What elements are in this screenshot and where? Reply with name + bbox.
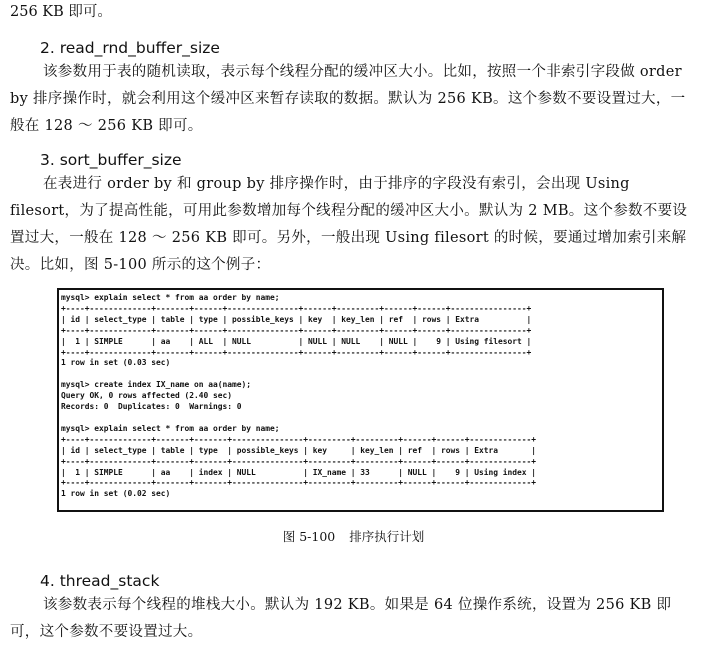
terminal-line: 1 row in set (0.03 sec) [61, 358, 171, 368]
heading-thread-stack: 4. thread_stack [40, 572, 160, 590]
terminal-line: Records: 0 Duplicates: 0 Warnings: 0 [61, 402, 242, 412]
terminal-line: +----+-------------+-------+-------+---------------+---------+---------+------+------+-------------+ [61, 456, 537, 466]
heading-sort-buffer-size: 3. sort_buffer_size [40, 151, 182, 169]
terminal-line: +----+-------------+-------+------+---------------+------+---------+------+------+----------------+ [61, 325, 532, 335]
terminal-line: | 1 | SIMPLE | aa | index | NULL | IX_name | 33 | NULL | 9 | Using index | [61, 467, 537, 477]
terminal-line: +----+-------------+-------+-------+---------------+---------+---------+------+------+-------------+ [61, 478, 537, 488]
terminal-line: Query OK, 0 rows affected (2.40 sec) [61, 391, 233, 401]
terminal-line: 1 row in set (0.02 sec) [61, 489, 171, 499]
terminal-line: mysql> create index IX_name on aa(name); [61, 380, 252, 390]
top-fragment-text: 256 KB 即可。 [10, 4, 112, 20]
terminal-line: +----+-------------+-------+------+---------------+------+---------+------+------+----------------+ [61, 303, 532, 313]
mysql-terminal-figure [57, 288, 664, 512]
terminal-line: +----+-------------+-------+-------+---------------+---------+---------+------+------+-------------+ [61, 434, 537, 444]
terminal-line: | id | select_type | table | type | possible_keys | key | key_len | ref | rows | Extra | [61, 445, 537, 455]
terminal-line: +----+-------------+-------+------+---------------+------+---------+------+------+----------------+ [61, 347, 532, 357]
terminal-line: mysql> explain select * from aa order by name; [61, 293, 280, 302]
figure-number: 图 5-100 [282, 529, 336, 544]
paragraph-read-rnd-buffer-size-text: 该参数用于表的随机读取，表示每个线程分配的缓冲区大小。比如，按照一个非索引字段做 order by 排序操作时，就会利用这个缓冲区来暂存读取的数据。默认为 256 KB。这个参数不要设置过大，一般在 128 ～ 256 KB 即可。 [10, 64, 686, 134]
terminal-output [61, 293, 662, 500]
figure-title: 排序执行计划 [349, 529, 425, 544]
heading-read-rnd-buffer-size: 2. read_rnd_buffer_size [40, 39, 220, 57]
figure-caption [0, 528, 707, 546]
paragraph-thread-stack [10, 592, 700, 646]
paragraph-sort-buffer-size [10, 171, 700, 279]
paragraph-read-rnd-buffer-size [10, 59, 700, 140]
terminal-line: | 1 | SIMPLE | aa | ALL | NULL | NULL | NULL | NULL | 9 | Using filesort | [61, 336, 532, 346]
paragraph-sort-buffer-size-text: 在表进行 order by 和 group by 排序操作时，由于排序的字段没有索引，会出现 Using filesort，为了提高性能，可用此参数增加每个线程分配的缓冲区大小。默认为 2 MB。这个参数不要设置过大，一般在 128 ～ 256 KB 即可。另外，一般出现 Using filesort 的时候，要通过增加索引来解决。比如，图 5-100 所示的这个例子： [10, 176, 688, 273]
paragraph-thread-stack-text: 该参数表示每个线程的堆栈大小。默认为 192 KB。如果是 64 位操作系统，设置为 256 KB 即可，这个参数不要设置过大。 [10, 597, 672, 640]
terminal-line: | id | select_type | table | type | possible_keys | key | key_len | ref | rows | Extra | [61, 314, 532, 324]
terminal-line: mysql> explain select * from aa order by name; [61, 423, 280, 433]
